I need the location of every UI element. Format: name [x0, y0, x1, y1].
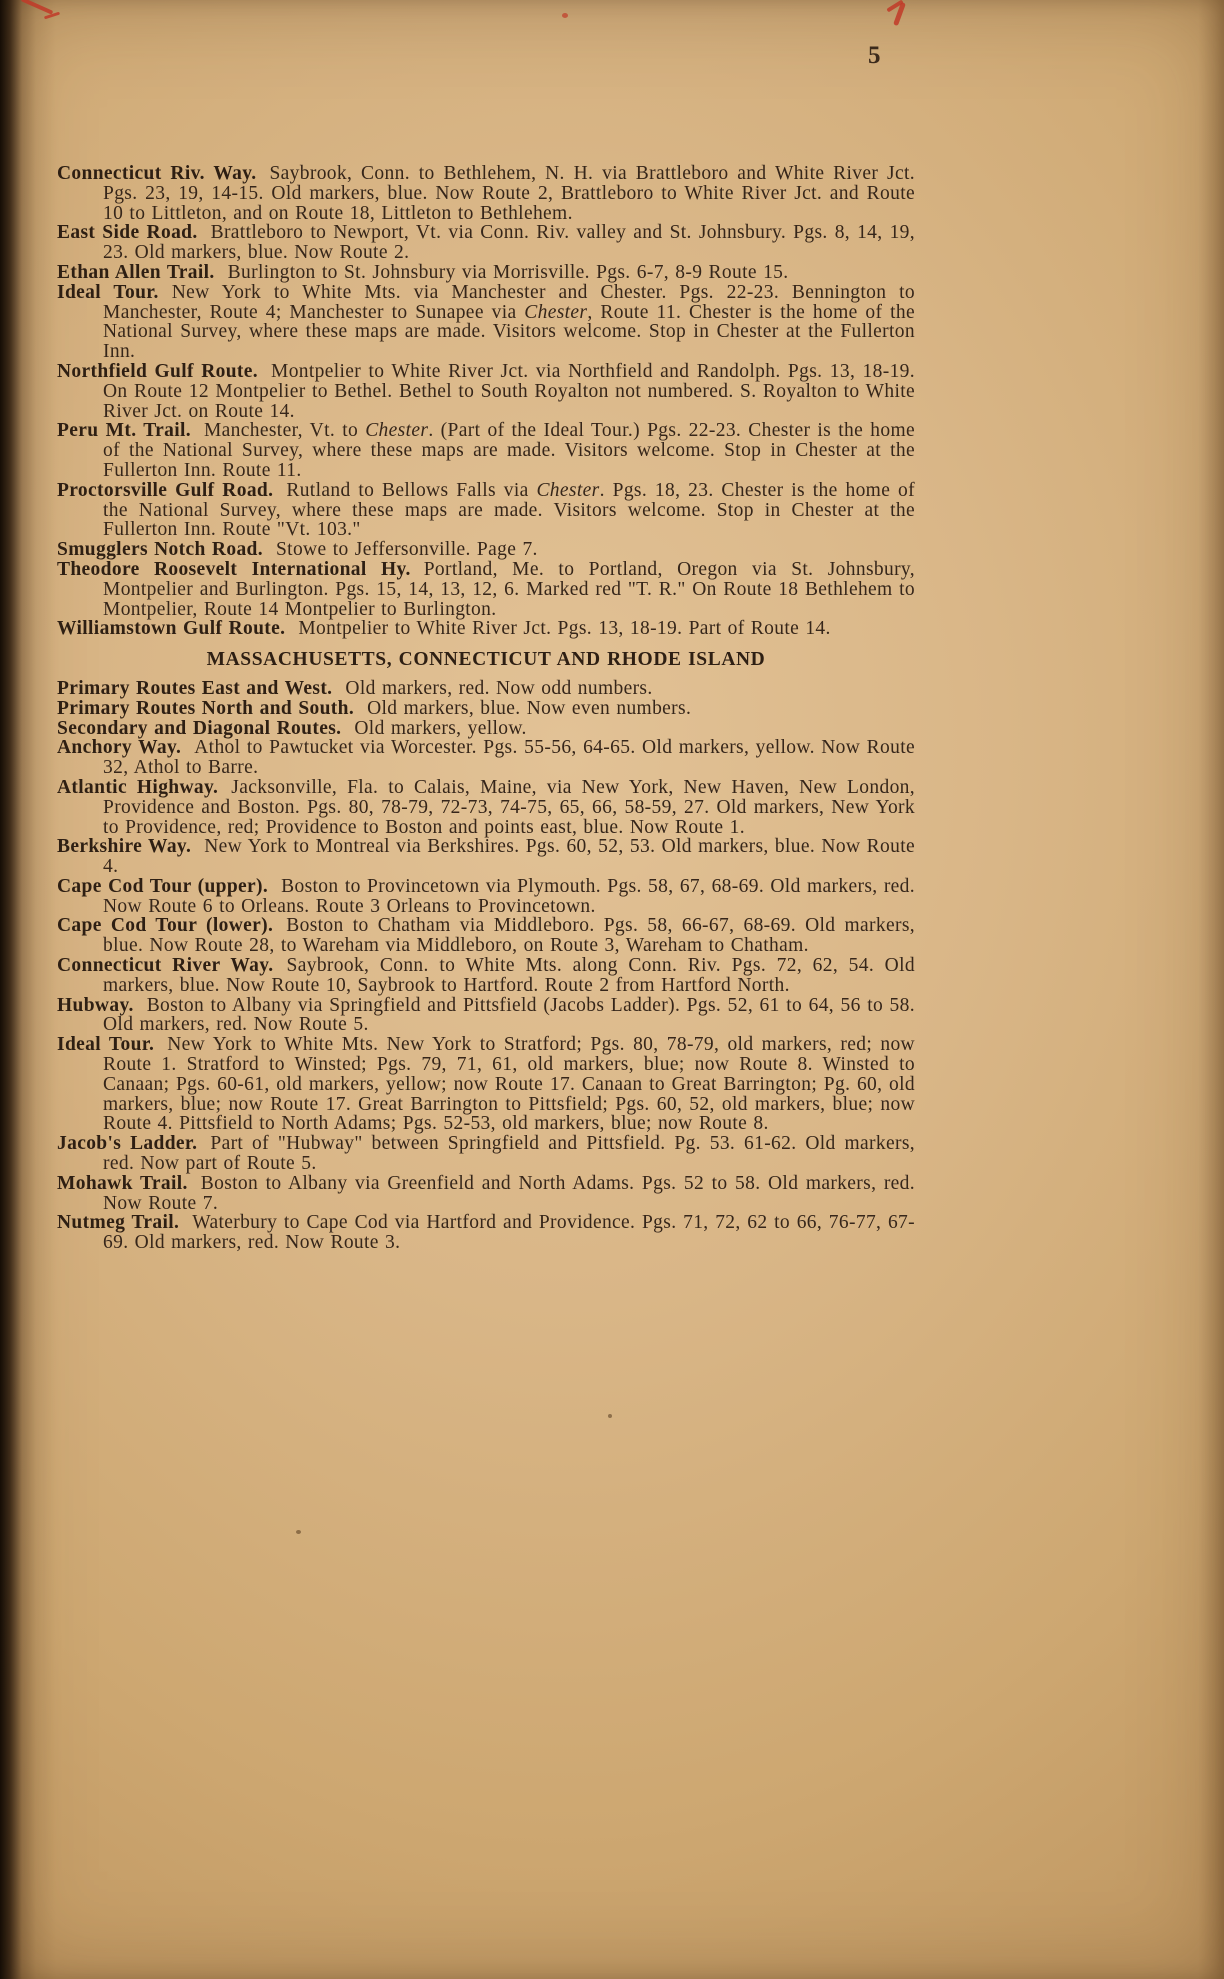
entry [57, 540, 915, 560]
entry-text: Rutland to Bellows Falls via Chester. Pgs. 18, 23. Chester is the home of the National Survey, where these maps are made. Visitors welcome. Stop in Chester at the Fullerton Inn. Route "Vt. 103." [103, 479, 915, 541]
page-edge-shadow [1198, 0, 1224, 1979]
entry-text: Montpelier to White River Jct. via Northfield and Randolph. Pgs. 13, 18-19. On Route 12 Montpelier to Bethel. Bethel to South Royalton not numbered. S. Royalton to White River Jct. on Route 14. [103, 360, 915, 422]
entry-text: Athol to Pawtucket via Worcester. Pgs. 55-56, 64-65. Old markers, yellow. Now Route 32, Athol to Barre. [103, 737, 915, 779]
paper-speck [296, 1530, 301, 1534]
entry-name: Secondary and Diagonal Routes. [57, 717, 342, 739]
entry-name: Ideal Tour. [57, 1034, 155, 1056]
entry-name: Smugglers Notch Road. [57, 539, 263, 561]
entry-text: Old markers, yellow. [354, 717, 527, 739]
entry-name: Jacob's Ladder. [57, 1133, 198, 1155]
entry-text: Manchester, Vt. to Chester. (Part of the Ideal Tour.) Pgs. 22-23. Chester is the home of the National Survey, where these maps are made. Visitors welcome. Stop in Chester at the Fullerton Inn. Route 11. [103, 420, 915, 481]
entry-name: Berkshire Way. [57, 836, 192, 858]
entry-text: New York to White Mts. via Manchester and Chester. Pgs. 22-23. Bennington to Manchester, Route 4; Manchester to Sunapee via Chester, Route 11. Chester is the home of the National Survey, where these maps are made. Visitors welcome. Stop in Chester at the Fullerton Inn. [103, 281, 915, 363]
entry-name: Connecticut River Way. [57, 955, 274, 977]
entry-text: Old markers, red. Now odd numbers. [345, 677, 653, 699]
entry-name: Northfield Gulf Route. [57, 360, 258, 382]
entry-text: Saybrook, Conn. to White Mts. along Conn. Riv. Pgs. 72, 62, 54. Old markers, blue. Now Route 10, Saybrook to Hartford. Route 2 from Hartford North. [103, 955, 915, 996]
entry [57, 1134, 915, 1174]
page-number: 5 [868, 42, 882, 69]
entry-text: Burlington to St. Johnsbury via Morrisville. Pgs. 6-7, 8-9 Route 15. [227, 261, 789, 283]
red-pen-mark [21, 0, 54, 15]
entry [57, 1174, 915, 1214]
entry-name: Cape Cod Tour (upper). [57, 875, 269, 897]
binding-shadow [0, 0, 56, 1979]
entry-text: Boston to Chatham via Middleboro. Pgs. 58, 66-67, 68-69. Old markers, blue. Now Route 28, to Wareham via Middleboro, on Route 3, Wareham to Chatham. [103, 915, 915, 957]
entry [57, 481, 915, 540]
entry-text: Boston to Provincetown via Plymouth. Pgs. 58, 67, 68-69. Old markers, red. Now Route 6 to Orleans. Route 3 Orleans to Provincetown. [103, 875, 915, 917]
entry-name: Williamstown Gulf Route. [57, 618, 286, 640]
entry [57, 916, 915, 956]
entry [57, 956, 915, 996]
entry [57, 1035, 915, 1134]
entry-text: Old markers, blue. Now even numbers. [367, 697, 692, 719]
entry [57, 719, 915, 739]
entry [57, 738, 915, 778]
entry-name: Ethan Allen Trail. [57, 261, 215, 283]
entry-text: Part of "Hubway" between Springfield and Pittsfield. Pg. 53. 61-62. Old markers, red. Now part of Route 5. [103, 1133, 915, 1175]
entry [57, 699, 915, 719]
entry [57, 283, 915, 362]
entry [57, 877, 915, 917]
entry-name: Primary Routes East and West. [57, 677, 333, 699]
entry-text: Waterbury to Cape Cod via Hartford and Providence. Pgs. 71, 72, 62 to 66, 76-77, 67-69. Old markers, red. Now Route 3. [103, 1212, 915, 1254]
entry-text: New York to Montreal via Berkshires. Pgs. 60, 52, 53. Old markers, blue. Now Route 4. [103, 836, 915, 878]
entry-name: Cape Cod Tour (lower). [57, 915, 274, 937]
entry-text: Saybrook, Conn. to Bethlehem, N. H. via Brattleboro and White River Jct. Pgs. 23, 19, 14-15. Old markers, blue. Now Route 2, Brattleboro to White River Jct. and Route 10 to Littleton, and on Route 18, Littleton to Bethlehem. [103, 163, 915, 224]
entry [57, 619, 915, 639]
page-content [57, 164, 915, 1253]
entry [57, 421, 915, 480]
entry [57, 223, 915, 263]
paper-speck [608, 1414, 612, 1418]
entry-name: Anchory Way. [57, 737, 182, 759]
entry-name: Mohawk Trail. [57, 1172, 188, 1194]
entry [57, 837, 915, 877]
entry [57, 778, 915, 837]
entry-name: Proctorsville Gulf Road. [57, 479, 274, 501]
entry [57, 362, 915, 421]
entry-name: Nutmeg Trail. [57, 1212, 180, 1234]
entry-text: Stowe to Jeffersonville. Page 7. [275, 539, 538, 561]
entry-name: Primary Routes North and South. [57, 697, 355, 719]
entry-name: Ideal Tour. [57, 281, 159, 303]
entry [57, 996, 915, 1036]
entry-text: New York to White Mts. New York to Stratford; Pgs. 80, 78-79, old markers, red; now Route 1. Stratford to Winsted; Pgs. 79, 71, 61, old markers, blue; now Route 8. Winsted to Canaan; Pgs. 60-61, old markers, yellow; now Route 17. Canaan to Great Barrington; Pg. 60, old markers, blue; now Route 17. Great Barrington to Pittsfield; Pgs. 60, 52, old markers, blue; now Route 4. Pittsfield to North Adams; Pgs. 52-53, old markers, blue; now Route 8. [103, 1034, 915, 1135]
entry [57, 560, 915, 619]
entry-text: Brattleboro to Newport, Vt. via Conn. Riv. valley and St. Johnsbury. Pgs. 8, 14, 19, 23. Old markers, blue. Now Route 2. [103, 222, 915, 264]
entry-name: East Side Road. [57, 222, 198, 244]
red-pen-speck [562, 13, 568, 18]
entry-text: Portland, Me. to Portland, Oregon via St. Johnsbury, Montpelier and Burlington. Pgs. 15, 14, 13, 12, 6. Marked red "T. R." On Route 18 Bethlehem to Montpelier, Route 14 Montpelier to Burlington. [103, 558, 915, 620]
entry-text: Montpelier to White River Jct. Pgs. 13, 18-19. Part of Route 14. [298, 618, 831, 640]
entry [57, 1213, 915, 1253]
entry-name: Connecticut Riv. Way. [57, 163, 257, 184]
entry [57, 263, 915, 283]
entry [57, 679, 915, 699]
entry-text: Boston to Albany via Springfield and Pittsfield (Jacobs Ladder). Pgs. 52, 61 to 64, 56 to 58. Old markers, red. Now Route 5. [103, 994, 915, 1036]
entry-name: Peru Mt. Trail. [57, 420, 191, 442]
entry-name: Atlantic Highway. [57, 776, 219, 798]
entry-name: Hubway. [57, 994, 134, 1016]
section-heading: MASSACHUSETTS, CONNECTICUT AND RHODE ISLAND [206, 649, 766, 671]
entry-name: Theodore Roosevelt International Hy. [57, 558, 411, 580]
entry-text: Jacksonville, Fla. to Calais, Maine, via New York, New Haven, New London, Providence and Boston. Pgs. 80, 78-79, 72-73, 74-75, 65, 66, 58-59, 27. Old markers, New York to Providence, red; Providence to Boston and points east, blue. Now Route 1. [103, 776, 915, 838]
entry [57, 164, 915, 223]
entry-text: Boston to Albany via Greenfield and North Adams. Pgs. 52 to 58. Old markers, red. Now Route 7. [103, 1172, 915, 1214]
